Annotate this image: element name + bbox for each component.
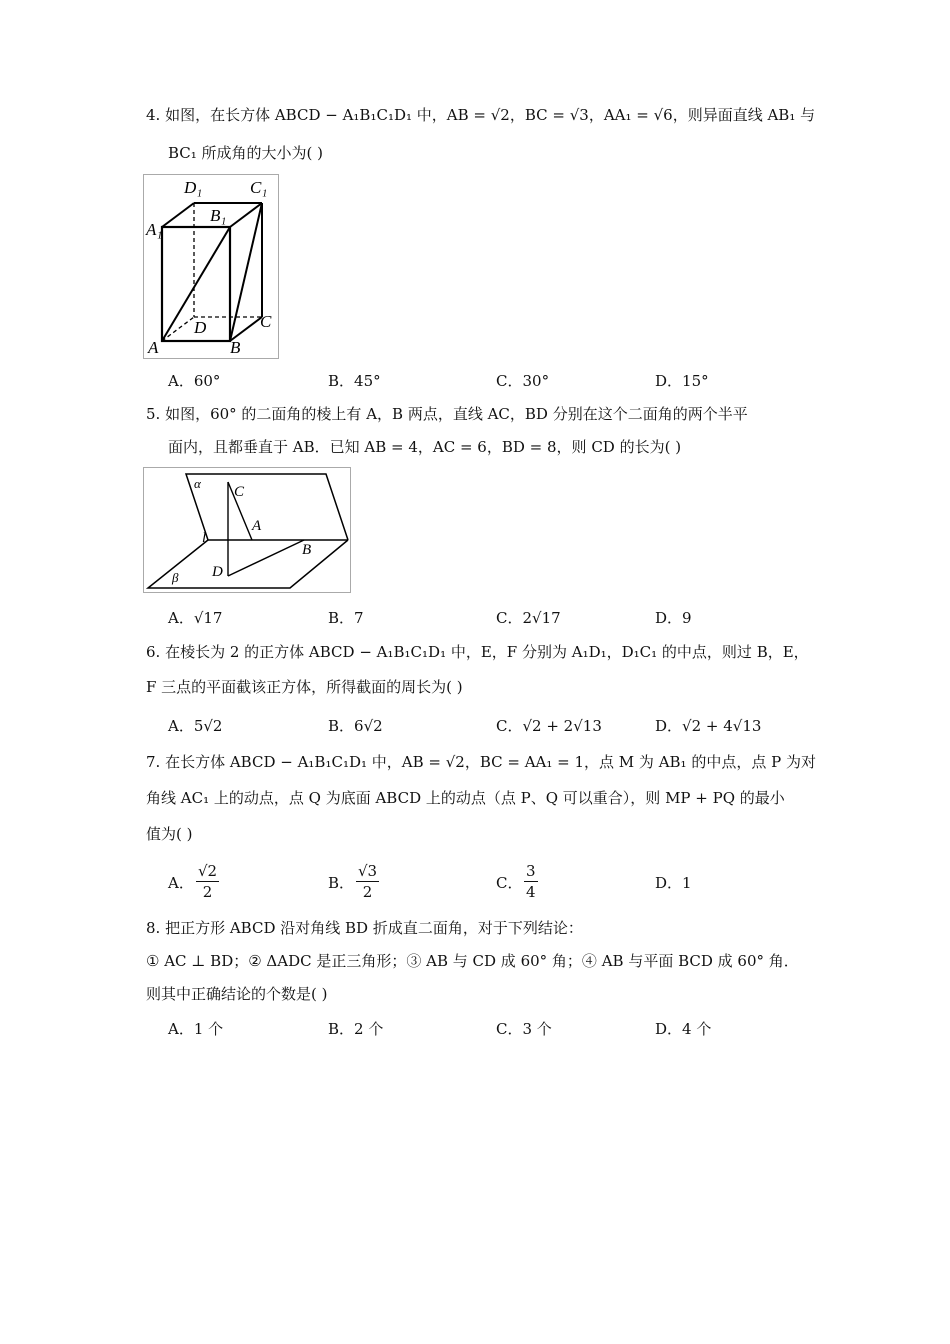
- q7-stem-line1: 7. 在长方体 ABCD − A₁B₁C₁D₁ 中，AB = √2，BC = AA₁ = 1，点 M 为 AB₁ 的中点，点 P 为对: [146, 753, 816, 771]
- fig5-label-A: A: [252, 518, 262, 534]
- q5-stem-line1: 5. 如图，60° 的二面角的棱上有 A，B 两点，直线 AC，BD 分别在这个二面角的两个半平: [146, 405, 748, 423]
- q7-option-b-denominator: 2: [362, 883, 373, 901]
- q7-stem-line3: 值为( ): [146, 825, 193, 843]
- fig4-label-A: A: [148, 338, 159, 357]
- fig4-label-C1: C₁: [250, 178, 268, 197]
- q4-stem-line1: 4. 如图，在长方体 ABCD − A₁B₁C₁D₁ 中，AB = √2，BC = √3，AA₁ = √6，则异面直线 AB₁ 与: [146, 106, 816, 124]
- fig4-label-C: C: [260, 312, 272, 331]
- q4-stem-line2: BC₁ 所成角的大小为( ): [168, 144, 324, 162]
- q8-option-b[interactable]: B．2 个: [328, 1020, 384, 1038]
- fig4-label-A1: A₁: [146, 220, 163, 239]
- q8-stem-line3: 则其中正确结论的个数是( ): [146, 985, 328, 1003]
- q5-option-b[interactable]: B．7: [328, 609, 364, 627]
- q7-option-b-numerator: √3: [358, 862, 378, 880]
- q4-figure: [143, 174, 279, 359]
- q7-stem-line2: 角线 AC₁ 上的动点，点 Q 为底面 ABCD 上的动点（点 P、Q 可以重合），则 MP + PQ 的最小: [146, 789, 785, 807]
- q6-option-d[interactable]: D．√2 + 4√13: [655, 717, 762, 735]
- q8-option-c[interactable]: C．3 个: [496, 1020, 552, 1038]
- fig5-label-D: D: [212, 564, 223, 580]
- q7-option-a-denominator: 2: [202, 883, 213, 901]
- q4-option-a[interactable]: A．60°: [168, 372, 221, 390]
- q7-option-a[interactable]: [168, 872, 194, 894]
- q8-stem-line2: ① AC ⊥ BD；② ΔADC 是正三角形；③ AB 与 CD 成 60° 角；④ AB 与平面 BCD 成 60° 角．: [146, 952, 799, 970]
- q5-option-c[interactable]: C．2√17: [496, 609, 561, 627]
- q6-stem-line1: 6. 在棱长为 2 的正方体 ABCD − A₁B₁C₁D₁ 中，E，F 分别为 A₁D₁，D₁C₁ 的中点，则过 B，E，: [146, 643, 809, 661]
- q7-option-c[interactable]: [496, 872, 522, 894]
- q6-option-b[interactable]: B．6√2: [328, 717, 383, 735]
- q4-option-d[interactable]: D．15°: [655, 372, 709, 390]
- q7-option-c-fraction: [524, 861, 538, 902]
- fig4-label-D1: D₁: [184, 178, 203, 197]
- q8-option-a[interactable]: A．1 个: [168, 1020, 224, 1038]
- q5-stem-line2: 面内，且都垂直于 AB．已知 AB = 4，AC = 6，BD = 8，则 CD 的长为( ): [168, 438, 682, 456]
- q7-option-c-denominator: 4: [526, 883, 536, 901]
- q6-stem-line2: F 三点的平面截该正方体，所得截面的周长为( ): [146, 678, 463, 696]
- fig4-label-B: B: [230, 338, 241, 357]
- fig5-label-beta: β: [172, 570, 179, 585]
- fig4-label-D: D: [194, 318, 207, 337]
- q7-option-a-label: A．: [168, 874, 194, 892]
- q7-option-d[interactable]: D．1: [655, 874, 692, 892]
- q4-option-b[interactable]: B．45°: [328, 372, 381, 390]
- q7-option-b-fraction: [356, 861, 379, 902]
- q7-option-c-numerator: 3: [526, 862, 536, 880]
- q7-option-b[interactable]: [328, 872, 354, 894]
- fig5-label-alpha: α: [194, 476, 201, 491]
- q5-figure: [143, 467, 351, 593]
- q6-option-c[interactable]: C．√2 + 2√13: [496, 717, 602, 735]
- fig5-label-B: B: [302, 542, 312, 558]
- q7-option-a-numerator: √2: [198, 862, 218, 880]
- q7-option-c-label: C．: [496, 874, 523, 892]
- fig5-label-l: l: [202, 530, 207, 546]
- q4-option-c[interactable]: C．30°: [496, 372, 550, 390]
- fig5-label-C: C: [234, 484, 245, 500]
- q8-stem-line1: 8. 把正方形 ABCD 沿对角线 BD 折成直二面角，对于下列结论：: [146, 919, 583, 937]
- q5-option-d[interactable]: D．9: [655, 609, 692, 627]
- q6-option-a[interactable]: A．5√2: [168, 717, 223, 735]
- fig4-label-B1: B₁: [210, 206, 227, 225]
- q7-option-a-fraction: [196, 861, 219, 902]
- q5-option-a[interactable]: A．√17: [168, 609, 223, 627]
- q7-option-b-label: B．: [328, 874, 355, 892]
- q8-option-d[interactable]: D．4 个: [655, 1020, 712, 1038]
